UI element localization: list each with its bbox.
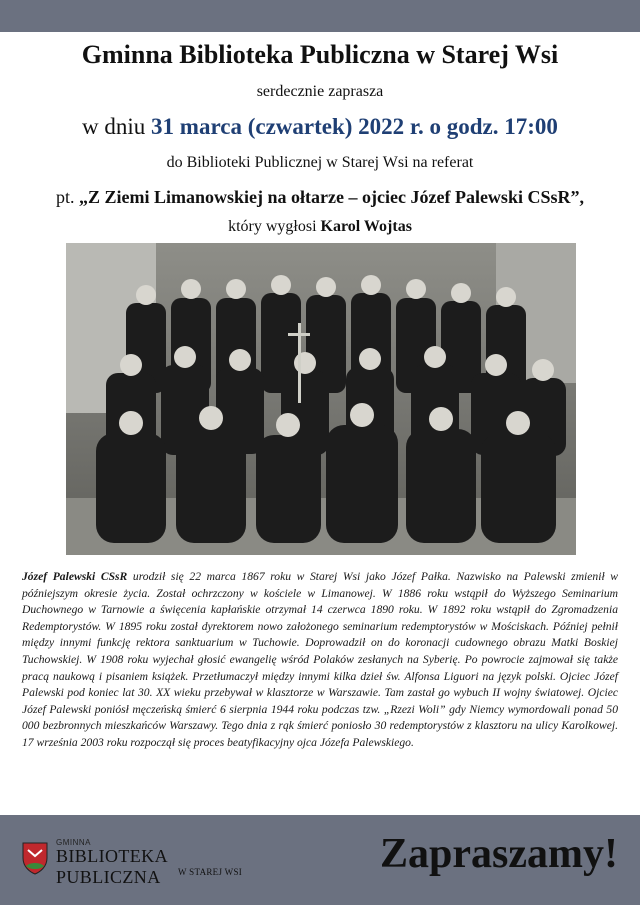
speaker-line [0, 218, 640, 236]
closing-invite: Zapraszamy! [380, 831, 618, 877]
event-date: 31 marca (czwartek) 2022 r. o godz. 17:00 [151, 114, 558, 139]
bio-text: urodził się 22 marca 1867 roku w Starej Wsi jako Józef Pałka. Nazwisko na Palewski zmienił w późniejszym okresie życia. Został ochrzczony w kościele w Limanowej. W 1886 roku wstąpił do Wyższego Seminarium Duchownego w Tarnowie a święcenia kapłańskie otrzymał 14 czerwca 1890 roku. W 1892 roku wstąpił do Zgromadzenia Redemptorystów. W 1895 roku został dyrektorem nowo założonego seminarium redemptorystów w Mościskach. Później pełnił między innymi funkcję rektora sanktuarium w Tuchowie. Doprowadził on do koronacji cudownego obrazu Matki Boskiej Tuchowskiej. W 1908 roku wyjechał głosić ewangelię wśród Polaków zesłanych na Syberię. Po powrocie zajmował się także pracą naukową i pisaniem książek. Przetłumaczył między innymi kilka dzieł św. Alfonsa Liguori na język polski. Ojciec Józef Palewski pod koniec lat 30. XX wieku przebywał w klasztorze w Warszawie. Tam zastał go wybuch II wojny światowej. Ojciec Józef Palewski poniósł męczeńską śmierć 6 sierpnia 1944 roku podczas tzw. „Rzezi Woli” gdy Niemcy wymordowali ponad 50 000 bezbronnych mieszkańców Warszawy. Tego dnia z rąk śmierć poniosło 30 redemptorystów z klasztoru na ulicy Karolkowej. 17 września 2003 roku rozpoczął się proces beatyfikacyjny ojca Józefa Palewskiego. [22, 570, 619, 749]
logo-line-2: BIBLIOTEKA PUBLICZNA [56, 846, 167, 887]
logo-line-1: GMINNA [56, 838, 91, 847]
venue-text: do Biblioteki Publicznej w Starej Wsi na referat [166, 154, 474, 171]
speaker-name: Karol Wojtas [320, 218, 412, 235]
invite-text: serdecznie zaprasza [256, 83, 384, 100]
top-band [0, 0, 640, 32]
crest-icon [20, 840, 50, 876]
talk-title-line [0, 187, 640, 208]
library-logo [20, 836, 270, 887]
talk-prefix: pt. [56, 187, 80, 207]
talk-title: „Z Ziemi Limanowskiej na ołtarze – ojciec Józef Palewski CSsR”, [79, 187, 584, 207]
logo-line-3: W STAREJ WSI [178, 867, 243, 877]
page-title: Gminna Biblioteka Publiczna w Starej Wsi [81, 40, 559, 69]
date-prefix: w dniu [82, 114, 152, 139]
biography-paragraph [22, 569, 618, 752]
event-date-line [0, 114, 640, 140]
group-photo [66, 243, 576, 555]
bio-name: Józef Palewski CSsR [22, 570, 128, 583]
speaker-prefix: który wygłosi [228, 218, 321, 235]
